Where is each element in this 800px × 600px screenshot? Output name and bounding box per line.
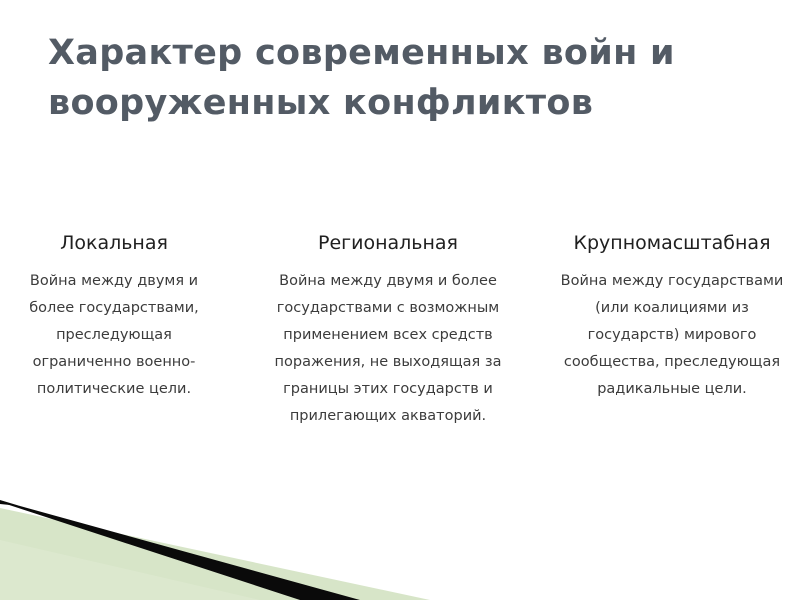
- description-line: преследующая: [56, 327, 172, 343]
- decorative-swoosh: [0, 470, 800, 600]
- slide-title: [48, 28, 768, 128]
- column-heading-local: Локальная: [60, 232, 168, 254]
- description-line: границы этих государств и: [283, 381, 493, 397]
- column-description-large-scale: [542, 268, 800, 403]
- column-heading-large-scale: Крупномасштабная: [573, 232, 771, 254]
- description-line: поражения, не выходящая за: [274, 354, 502, 370]
- description-line: Война между двумя и: [29, 273, 199, 289]
- column-regional-war: [258, 228, 518, 430]
- description-line: государствами с возможным: [276, 300, 500, 316]
- column-local-war: [0, 228, 244, 403]
- description-line: политические цели.: [36, 381, 192, 397]
- title-line-1: Характер современных войн и: [48, 33, 675, 73]
- description-line: применением всех средств: [283, 327, 493, 343]
- description-line: ограниченно военно-: [32, 354, 196, 370]
- description-line: (или коалициями из: [595, 300, 749, 316]
- description-line: сообщества, преследующая: [563, 354, 781, 370]
- column-large-scale-war: [542, 228, 800, 403]
- column-description-regional: [258, 268, 518, 430]
- title-line-2: вооруженных конфликтов: [48, 83, 594, 123]
- description-line: Война между двумя и более: [279, 273, 497, 289]
- description-line: более государствами,: [29, 300, 199, 316]
- column-description-local: [0, 268, 244, 403]
- description-line: прилегающих акваторий.: [289, 408, 487, 424]
- description-line: радикальные цели.: [597, 381, 747, 397]
- description-line: Война между государствами: [560, 273, 784, 289]
- description-line: государств) мирового: [587, 327, 757, 343]
- column-heading-regional: Региональная: [317, 232, 458, 254]
